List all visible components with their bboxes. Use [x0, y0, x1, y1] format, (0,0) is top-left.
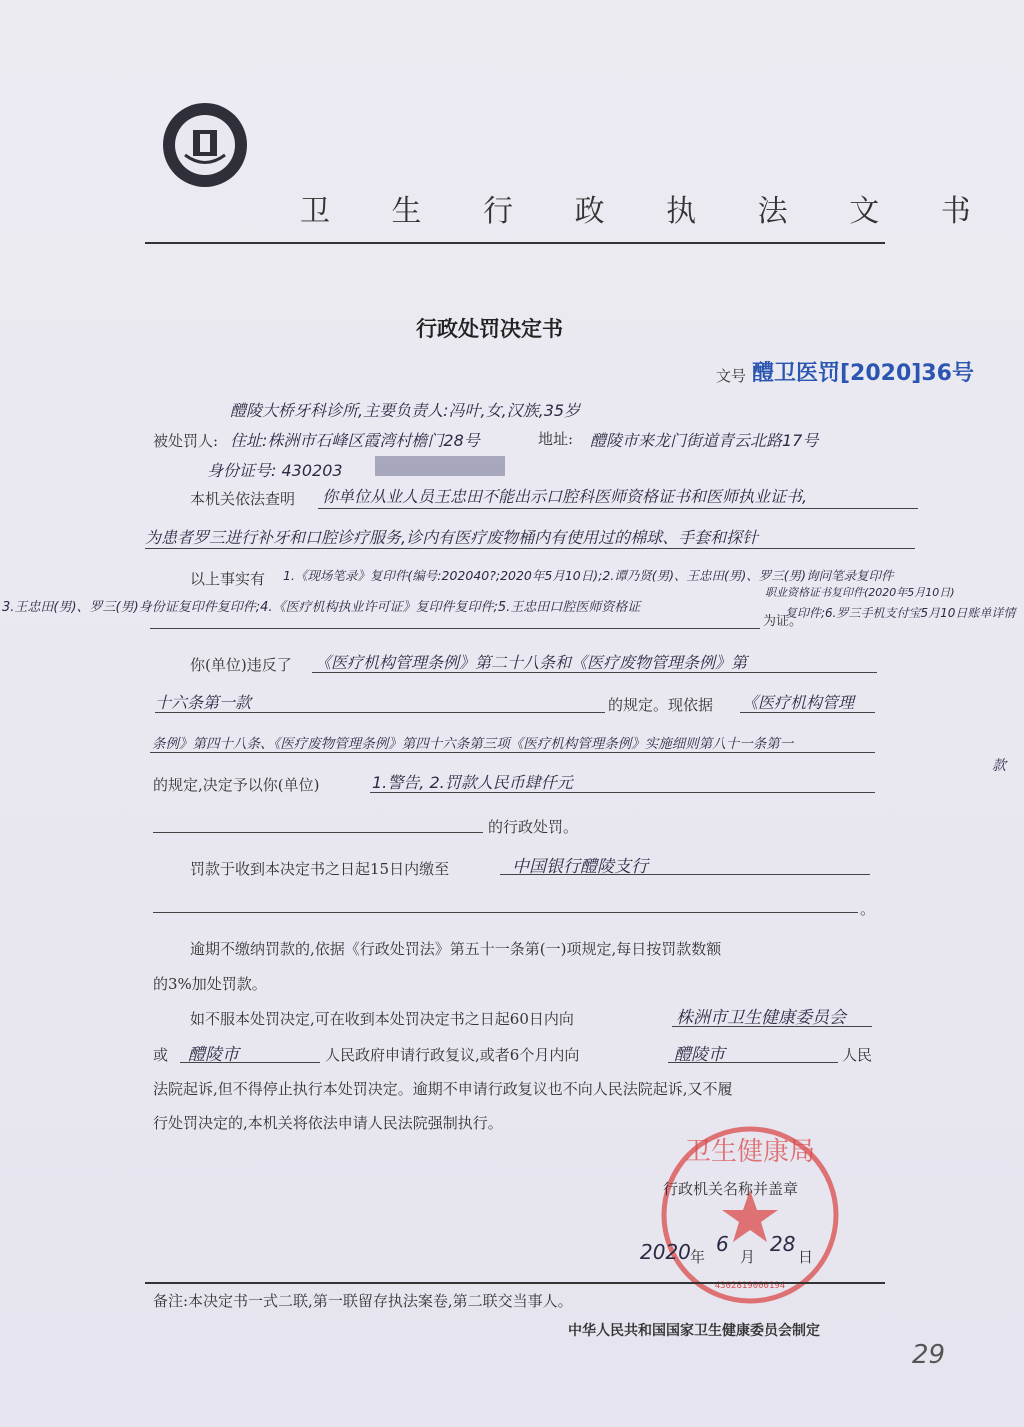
- evidence-text-line1: 1.《现场笔录》复印件(编号:202040?;2020年5月10日);2.谭乃贤(男)、王忠田(男)、罗三(男)询问笔录复印件: [283, 568, 894, 583]
- seal-label: 行政机关名称并盖章: [663, 1180, 799, 1198]
- docno-label: 文号: [716, 367, 747, 385]
- redaction-mask: [375, 456, 505, 476]
- fill-line: [145, 548, 915, 549]
- appeal-line2: 人民政府申请行政复议,或者6个月内向: [325, 1046, 580, 1064]
- found-label: 本机关依法查明: [190, 490, 296, 508]
- header-title: 卫 生 行 政 执 法 文 书: [300, 194, 997, 229]
- appeal-authority: 株洲市卫生健康委员会: [676, 1008, 846, 1028]
- overdue-line1: 逾期不缴纳罚款的,依据《行政处罚法》第五十一条第(一)项规定,每日按罚款数额: [190, 940, 722, 958]
- basis-text-line1: 《医疗机构管理: [742, 693, 855, 712]
- party-line1: 醴陵大桥牙科诊所,主要负责人:冯叶,女,汉族,35岁: [230, 401, 581, 420]
- appeal-government: 醴陵市: [188, 1045, 239, 1065]
- violation-tail: 的规定。现依据: [608, 696, 714, 714]
- address-label: 地址:: [538, 430, 574, 448]
- violation-text-line1: 《医疗机构管理条例》第二十八条和《医疗废物管理条例》第: [315, 653, 748, 672]
- fill-line: [153, 912, 858, 913]
- date-day-unit: 日: [798, 1248, 814, 1266]
- page-number: 29: [912, 1340, 946, 1370]
- fine-label: 罚款于收到本决定书之日起15日内缴至: [190, 860, 450, 878]
- fill-line: [180, 1062, 320, 1063]
- fill-line: [150, 752, 875, 753]
- header-rule: [145, 242, 885, 244]
- appeal-or: 或: [153, 1046, 169, 1064]
- violation-text-line2: 十六条第一款: [155, 693, 252, 712]
- fine-end: 。: [860, 900, 876, 918]
- basis-text-line2: 条例》第四十八条、《医疗废物管理条例》第四十六条第三项《医疗机构管理条例》实施细则第八十一条第一: [152, 736, 794, 752]
- date-month-unit: 月: [740, 1248, 756, 1266]
- page-title: 行政处罚决定书: [416, 317, 563, 341]
- fill-line: [740, 712, 875, 713]
- date-year: 2020: [640, 1240, 691, 1264]
- fill-line: [672, 1026, 872, 1027]
- evidence-tail: 为证。: [763, 614, 803, 629]
- seal-text: 卫生健康局: [684, 1137, 816, 1167]
- party-line2: 住址:株洲市石峰区霞湾村檐门28号: [230, 431, 480, 450]
- fill-line: [312, 672, 877, 673]
- docno-value: 醴卫医罚[2020]36号: [752, 361, 974, 386]
- fill-line: [370, 792, 875, 793]
- basis-text-line3: 款: [992, 758, 1006, 774]
- fill-line: [153, 832, 483, 833]
- appeal-line4: 行处罚决定的,本机关将依法申请人民法院强制执行。: [153, 1114, 503, 1132]
- appeal-line3: 法院起诉,但不得停止执行本处罚决定。逾期不申请行政复议也不向人民法院起诉,又不履: [153, 1080, 733, 1098]
- fill-line: [668, 1062, 838, 1063]
- penalty-tail: 的行政处罚。: [488, 818, 579, 836]
- evidence-text-line2: 3.王忠田(男)、罗三(男)身份证复印件复印件;4.《医疗机构执业许可证》复印件复印件;5.王忠田口腔医师资格证: [2, 600, 641, 615]
- decision-text: 1.警告, 2.罚款人民币肆仟元: [372, 773, 573, 792]
- date-day: 28: [770, 1232, 796, 1256]
- footer-rule: [145, 1282, 885, 1284]
- party-label: 被处罚人:: [153, 432, 219, 450]
- id-number: 身份证号: 430203: [207, 461, 343, 480]
- found-text-line1: 你单位从业人员王忠田不能出示口腔科医师资格证书和医师执业证书,: [322, 487, 808, 506]
- found-text-line2: 为患者罗三进行补牙和口腔诊疗服务,诊内有医疗废物桶内有使用过的棉球、手套和探针: [145, 528, 759, 547]
- overdue-line2: 的3%加处罚款。: [153, 975, 267, 993]
- evidence-text-line3: 职业资格证书复印件(2020年5月10日): [765, 586, 955, 599]
- seal-number: 4302819000194: [714, 1281, 786, 1291]
- date-month: 6: [716, 1232, 729, 1256]
- decision-label: 的规定,决定予以你(单位): [153, 776, 320, 794]
- appeal-court: 醴陵市: [674, 1045, 725, 1065]
- date-year-unit: 年: [690, 1248, 706, 1266]
- fill-line: [318, 508, 918, 509]
- violation-label: 你(单位)违反了: [190, 656, 292, 674]
- address-value: 醴陵市来龙门街道青云北路17号: [590, 431, 819, 450]
- note: 备注:本决定书一式二联,第一联留存执法案卷,第二联交当事人。: [153, 1292, 573, 1310]
- evidence-text-line4: 复印件;6.罗三手机支付宝5月10日账单详情: [785, 606, 1016, 620]
- fill-line: [500, 874, 870, 875]
- fine-bank: 中国银行醴陵支行: [512, 857, 648, 877]
- appeal-line1: 如不服本处罚决定,可在收到本处罚决定书之日起60日内向: [190, 1010, 574, 1028]
- fill-line: [155, 712, 605, 713]
- health-inspection-emblem-icon: [160, 100, 250, 190]
- evidence-label: 以上事实有: [190, 570, 266, 588]
- footer-issuer: 中华人民共和国国家卫生健康委员会制定: [568, 1323, 820, 1339]
- fill-line: [150, 628, 760, 629]
- appeal-line2-tail: 人民: [842, 1046, 873, 1064]
